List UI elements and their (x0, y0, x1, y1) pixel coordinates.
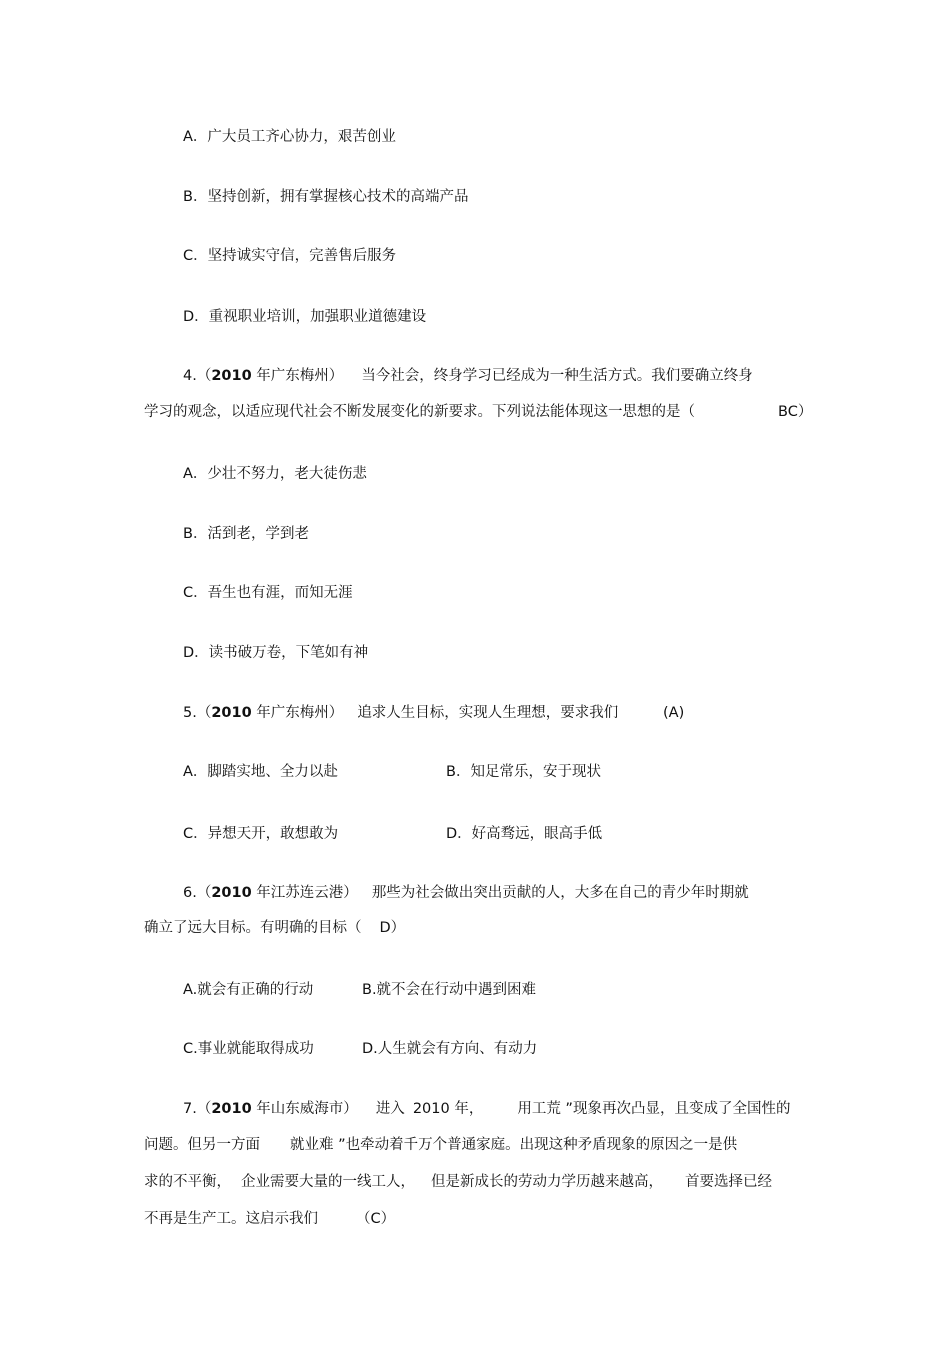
q7-line1-a: 进入 (375, 1101, 405, 1117)
q6-number: 6.（ (183, 885, 212, 901)
q5-year: 2010 (211, 705, 252, 721)
q3-option-c: C．坚持诚实守信，完善售后服务 (183, 248, 397, 264)
q7-line4 (144, 1209, 395, 1229)
q7-line2-a: 问题。但另一方面 (144, 1137, 260, 1153)
q6-option-c: C.事业就能取得成功 (183, 1041, 314, 1057)
q6-option-d: D.人生就会有方向、有动力 (362, 1041, 538, 1057)
q4-option-a: A．少壮不努力，老大徒伤悲 (183, 466, 367, 482)
q6-source: 年江苏连云港） (251, 885, 358, 901)
q5-number: 5.（ (183, 705, 212, 721)
q4-answer: BC） (778, 404, 813, 420)
q4-option-c: C．吾生也有涯，而知无涯 (183, 585, 353, 601)
q4-line2: 学习的观念，以适应现代社会不断发展变化的新要求。下列说法能体现这一思想的是（ (144, 404, 695, 420)
q5-source: 年广东梅州） (251, 705, 344, 721)
q7-answer: （C） (356, 1211, 396, 1227)
q6-line2 (144, 918, 405, 938)
q6-text-line1: 那些为社会做出突出贡献的人，大多在自己的青少年时期就 (371, 885, 749, 901)
q7-line3 (144, 1172, 772, 1192)
q7-source: 年山东威海市） (251, 1101, 358, 1117)
q4-option-d: D．读书破万卷，下笔如有神 (183, 645, 369, 661)
q7-line3-a: 求的不平衡， (144, 1174, 231, 1190)
q4-text-line1: 当今社会，终身学习已经成为一种生活方式。我们要确立终身 (361, 368, 753, 384)
q6-answer: D） (379, 920, 406, 936)
q5-text: 追求人生目标，实现人生理想，要求我们 (357, 705, 619, 721)
q7-line3-c: 但是新成长的劳动力学历越来越高， (431, 1174, 663, 1190)
q6-option-b: B.就不会在行动中遇到困难 (362, 982, 537, 998)
q4-source: 年广东梅州） (251, 368, 344, 384)
q6-option-a: A.就会有正确的行动 (183, 982, 314, 998)
q5-option-a: A．脚踏实地、全力以赴 (183, 764, 338, 780)
q7-year: 2010 (211, 1101, 252, 1117)
q7-line3-d: 首要选择已经 (685, 1174, 772, 1190)
q5-option-c: C．异想天开，敢想敢为 (183, 826, 339, 842)
q4-year: 2010 (211, 368, 252, 384)
q6-year: 2010 (211, 885, 252, 901)
q3-option-b: B．坚持创新，拥有掌握核心技术的高端产品 (183, 189, 469, 205)
q3-option-d: D．重视职业培训，加强职业道德建设 (183, 309, 427, 325)
q5-line1 (183, 703, 618, 723)
q6-text-line2: 确立了远大目标。有明确的目标（ (144, 920, 362, 936)
q4-line1 (183, 366, 753, 386)
q7-line1 (183, 1099, 790, 1119)
q4-option-b: B．活到老，学到老 (183, 526, 309, 542)
q7-line2-b: 就业难 ”也牵动着千万个普通家庭。出现这种矛盾现象的原因之一是供 (290, 1137, 738, 1153)
q7-line2 (144, 1135, 737, 1155)
q5-answer: (A) (663, 705, 685, 721)
q7-number: 7.（ (183, 1101, 212, 1117)
q5-option-d: D．好高骛远，眼高手低 (446, 826, 603, 842)
q7-line1-c: 用工荒 ”现象再次凸显，且变成了全国性的 (517, 1101, 791, 1117)
q5-option-b: B．知足常乐，安于现状 (446, 764, 601, 780)
q7-line3-b: 企业需要大量的一线工人， (241, 1174, 415, 1190)
q7-line4-a: 不再是生产工。这启示我们 (144, 1211, 318, 1227)
q6-line1 (183, 883, 749, 903)
q4-number: 4.（ (183, 368, 212, 384)
q7-line1-b: 2010 年， (412, 1101, 484, 1117)
q3-option-a: A．广大员工齐心协力，艰苦创业 (183, 129, 396, 145)
